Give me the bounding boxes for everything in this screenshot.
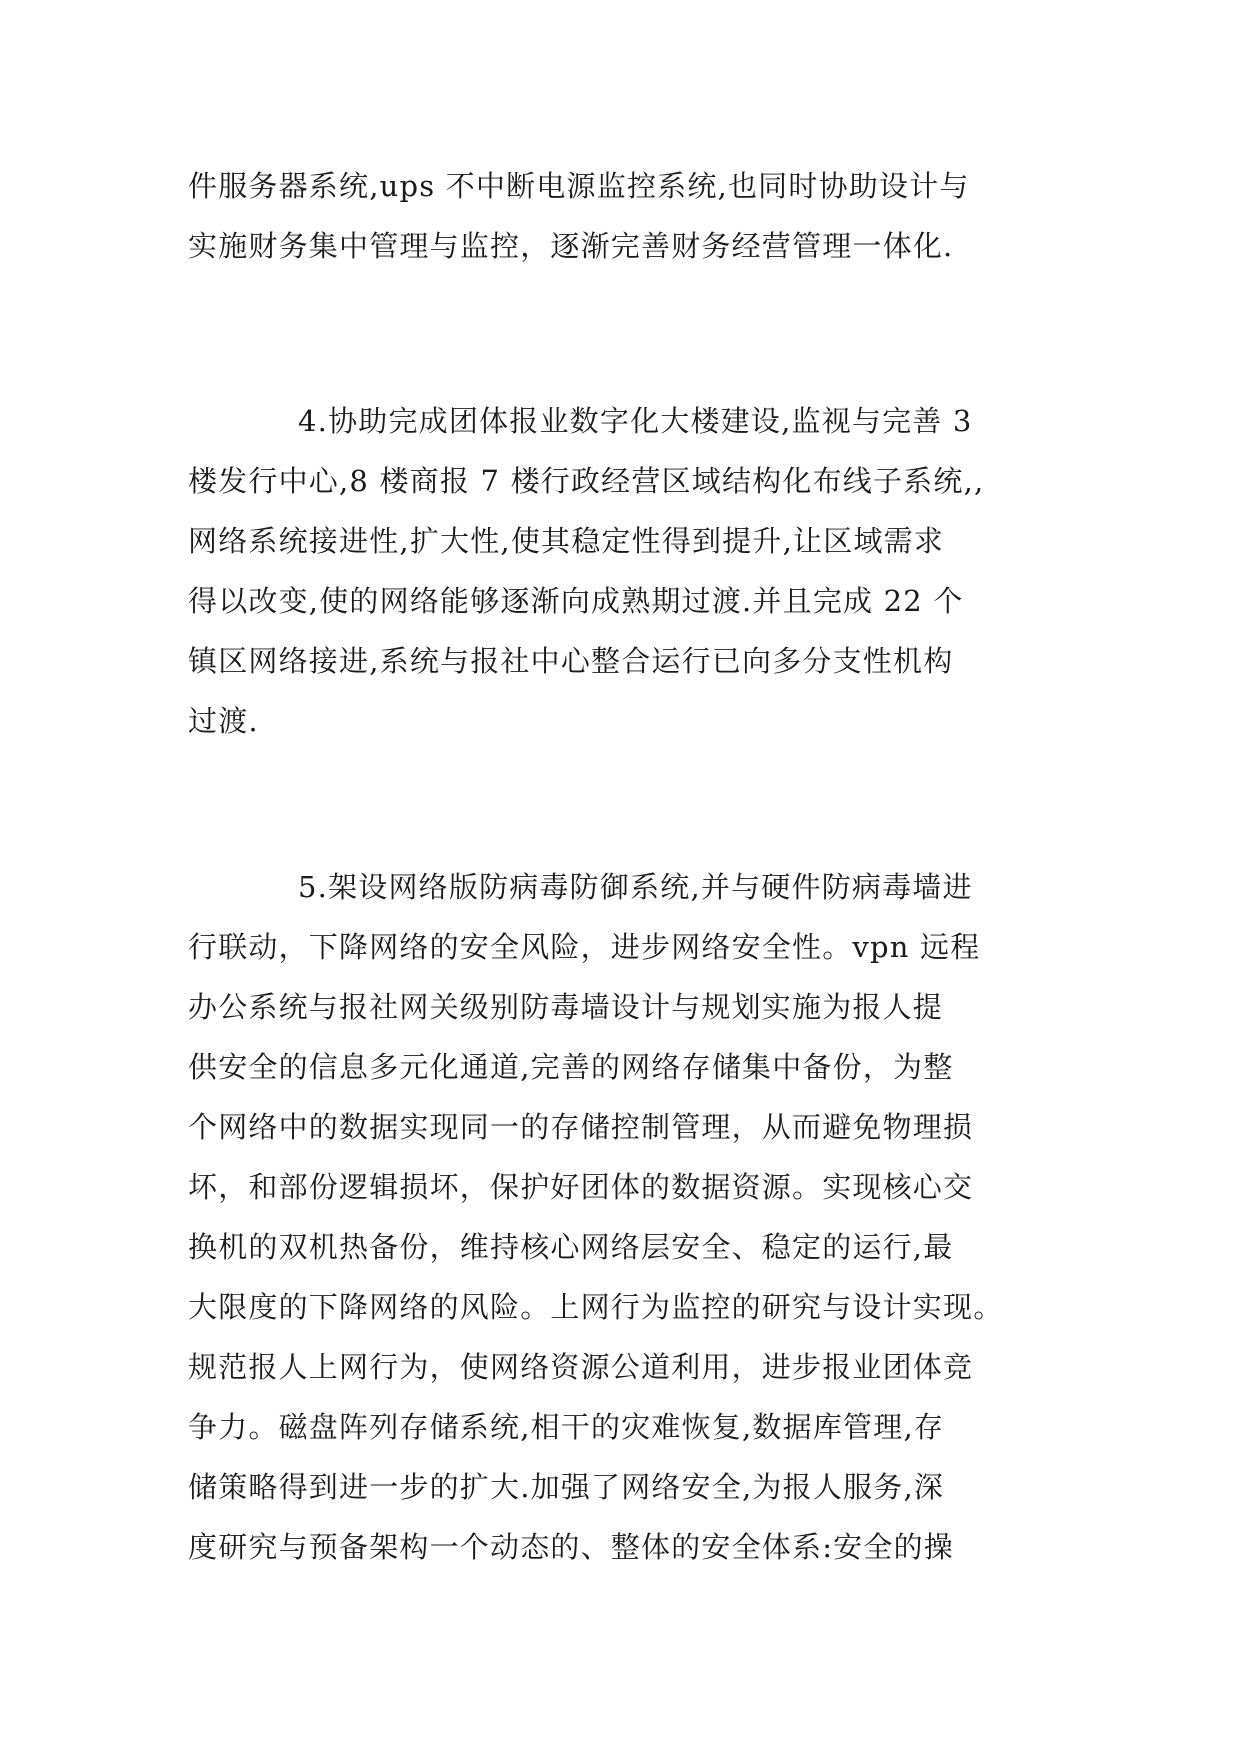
- text-line: 供安全的信息多元化通道,完善的网络存储集中备份，为整: [188, 1050, 954, 1084]
- text-line: 度研究与预备架构一个动态的、整体的安全体系:安全的操: [188, 1530, 954, 1564]
- text-line: 5.架设网络版防病毒防御系统,并与硬件防病毒墙进: [298, 870, 973, 904]
- text-line: 实施财务集中管理与监控，逐渐完善财务经营管理一体化.: [188, 229, 954, 263]
- text-line: 过渡.: [188, 704, 259, 738]
- text-line: 大限度的下降网络的风险。上网行为监控的研究与设计实现。: [188, 1290, 1004, 1324]
- paragraph-ups-finance: [188, 156, 1068, 276]
- paragraph-item-4: [188, 391, 1068, 751]
- paragraph-item-5: [188, 857, 1068, 1577]
- text-line: 争力。磁盘阵列存储系统,相干的灾难恢复,数据库管理,存: [188, 1410, 945, 1444]
- text-line: 得以改变,使的网络能够逐渐向成熟期过渡.并且完成 22 个: [188, 584, 964, 618]
- text-line: 网络系统接进性,扩大性,使其稳定性得到提升,让区域需求: [188, 524, 945, 558]
- text-line: 行联动，下降网络的安全风险，进步网络安全性。vpn 远程: [188, 930, 981, 964]
- text-line: 办公系统与报社网关级别防毒墙设计与规划实施为报人提: [188, 990, 944, 1024]
- text-line: 规范报人上网行为，使网络资源公道利用，进步报业团体竞: [188, 1350, 974, 1384]
- text-line: 4.协助完成团体报业数字化大楼建设,监视与完善 3: [298, 404, 973, 438]
- text-line: 楼发行中心,8 楼商报 7 楼行政经营区域结构化布线子系统,,: [188, 464, 985, 498]
- text-line: 换机的双机热备份，维持核心网络层安全、稳定的运行,最: [188, 1230, 954, 1264]
- text-line: 坏，和部份逻辑损坏，保护好团体的数据资源。实现核心交: [188, 1170, 974, 1204]
- text-line: 镇区网络接进,系统与报社中心整合运行已向多分支性机构: [188, 644, 954, 678]
- text-line: 件服务器系统,ups 不中断电源监控系统,也同时协助设计与: [188, 169, 970, 203]
- text-line: 个网络中的数据实现同一的存储控制管理，从而避免物理损: [188, 1110, 974, 1144]
- text-line: 储策略得到进一步的扩大.加强了网络安全,为报人服务,深: [188, 1470, 945, 1504]
